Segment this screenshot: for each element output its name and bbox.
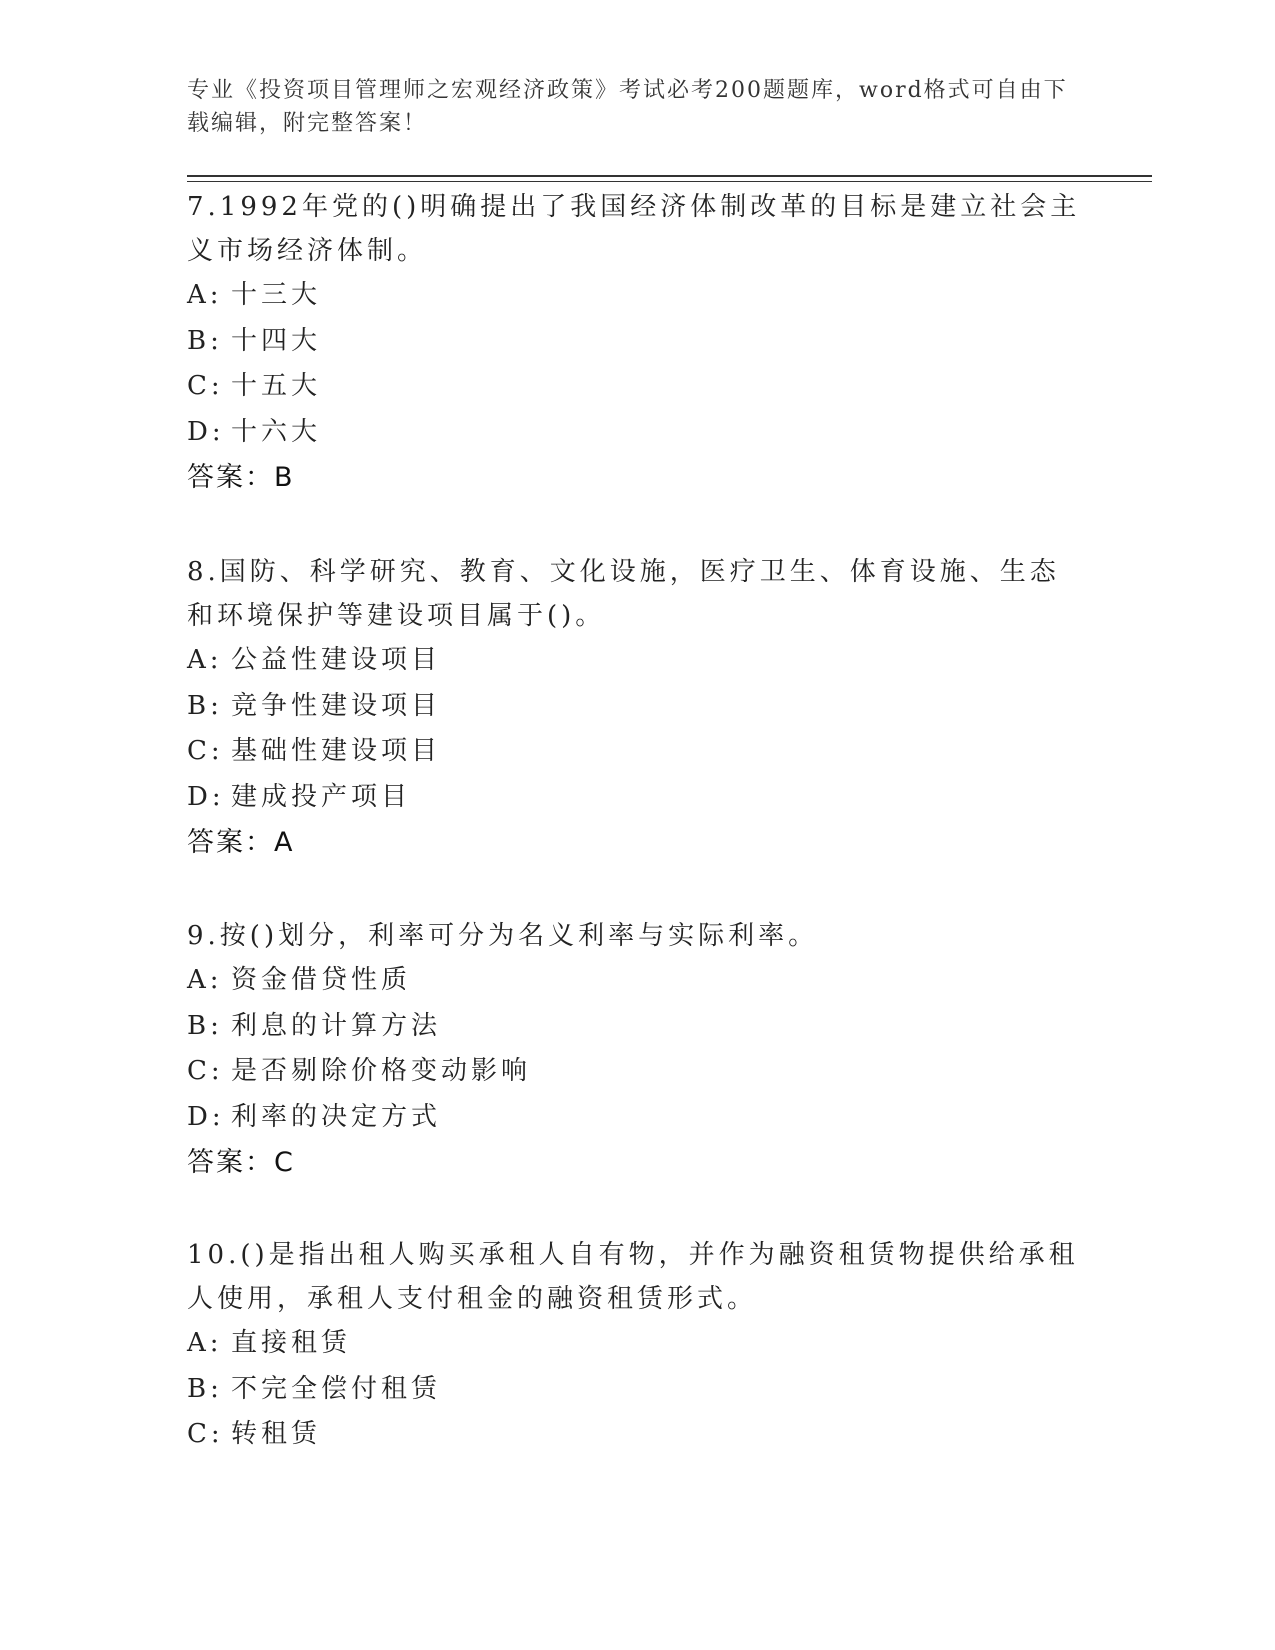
document-header: 专业《投资项目管理师之宏观经济政策》考试必考200题题库，word格式可自由下载编辑，附完整答案！ bbox=[187, 78, 1068, 136]
option-key: A: bbox=[187, 1328, 223, 1358]
option-b bbox=[187, 1367, 1087, 1413]
option-text: 十六大 bbox=[231, 416, 322, 447]
header-rule-thick bbox=[187, 175, 1152, 177]
question-7 bbox=[187, 185, 1087, 501]
option-b bbox=[187, 1004, 1087, 1050]
option-d bbox=[187, 775, 1087, 821]
question-9 bbox=[187, 914, 1087, 1186]
option-c bbox=[187, 364, 1087, 410]
question-stem: 7.1992年党的()明确提出了我国经济体制改革的目标是建立社会主义市场经济体制。 bbox=[187, 192, 1081, 266]
option-text: 利率的决定方式 bbox=[231, 1101, 442, 1132]
option-key: A: bbox=[187, 280, 223, 310]
option-text: 转租赁 bbox=[231, 1419, 322, 1449]
option-text: 十五大 bbox=[231, 371, 322, 401]
option-text: 是否剔除价格变动影响 bbox=[231, 1056, 532, 1086]
option-key: D: bbox=[187, 1101, 225, 1132]
option-key: C: bbox=[187, 1056, 224, 1086]
option-c bbox=[187, 1049, 1087, 1095]
option-key: B: bbox=[187, 1373, 223, 1404]
option-key: A: bbox=[187, 965, 223, 995]
option-text: 资金借贷性质 bbox=[231, 965, 412, 995]
answer-line: 答案：B bbox=[187, 462, 295, 493]
option-key: C: bbox=[187, 1419, 224, 1449]
question-8 bbox=[187, 550, 1087, 866]
option-key: C: bbox=[187, 736, 224, 766]
option-b bbox=[187, 684, 1087, 730]
option-b bbox=[187, 319, 1087, 365]
option-key: D: bbox=[187, 416, 225, 447]
question-stem: 8.国防、科学研究、教育、文化设施，医疗卫生、体育设施、生态和环境保护等建设项目属于()。 bbox=[187, 557, 1060, 631]
option-text: 十四大 bbox=[231, 325, 322, 356]
answer-line: 答案：C bbox=[187, 1147, 295, 1178]
option-key: D: bbox=[187, 781, 225, 812]
question-stem: 9.按()划分，利率可分为名义利率与实际利率。 bbox=[187, 921, 819, 951]
option-d bbox=[187, 410, 1087, 456]
option-key: B: bbox=[187, 1010, 223, 1041]
option-a bbox=[187, 638, 1087, 684]
option-key: B: bbox=[187, 325, 223, 356]
option-key: A: bbox=[187, 645, 223, 675]
option-text: 竞争性建设项目 bbox=[231, 690, 442, 721]
option-text: 基础性建设项目 bbox=[231, 736, 442, 766]
option-c bbox=[187, 1412, 1087, 1458]
option-text: 利息的计算方法 bbox=[231, 1010, 442, 1041]
header-rule-thin bbox=[187, 181, 1152, 182]
option-a bbox=[187, 273, 1087, 319]
option-a bbox=[187, 958, 1087, 1004]
option-key: C: bbox=[187, 371, 224, 401]
option-c bbox=[187, 729, 1087, 775]
question-10 bbox=[187, 1233, 1087, 1458]
option-key: B: bbox=[187, 690, 223, 721]
option-text: 直接租赁 bbox=[231, 1328, 352, 1358]
answer-line: 答案：A bbox=[187, 827, 295, 858]
option-text: 公益性建设项目 bbox=[231, 645, 442, 675]
question-stem: 10.()是指出租人购买承租人自有物，并作为融资租赁物提供给承租人使用，承租人支付租金的融资租赁形式。 bbox=[187, 1240, 1079, 1314]
option-text: 十三大 bbox=[231, 280, 322, 310]
option-d bbox=[187, 1095, 1087, 1141]
option-text: 不完全偿付租赁 bbox=[231, 1373, 442, 1404]
option-text: 建成投产项目 bbox=[231, 781, 412, 812]
option-a bbox=[187, 1321, 1087, 1367]
